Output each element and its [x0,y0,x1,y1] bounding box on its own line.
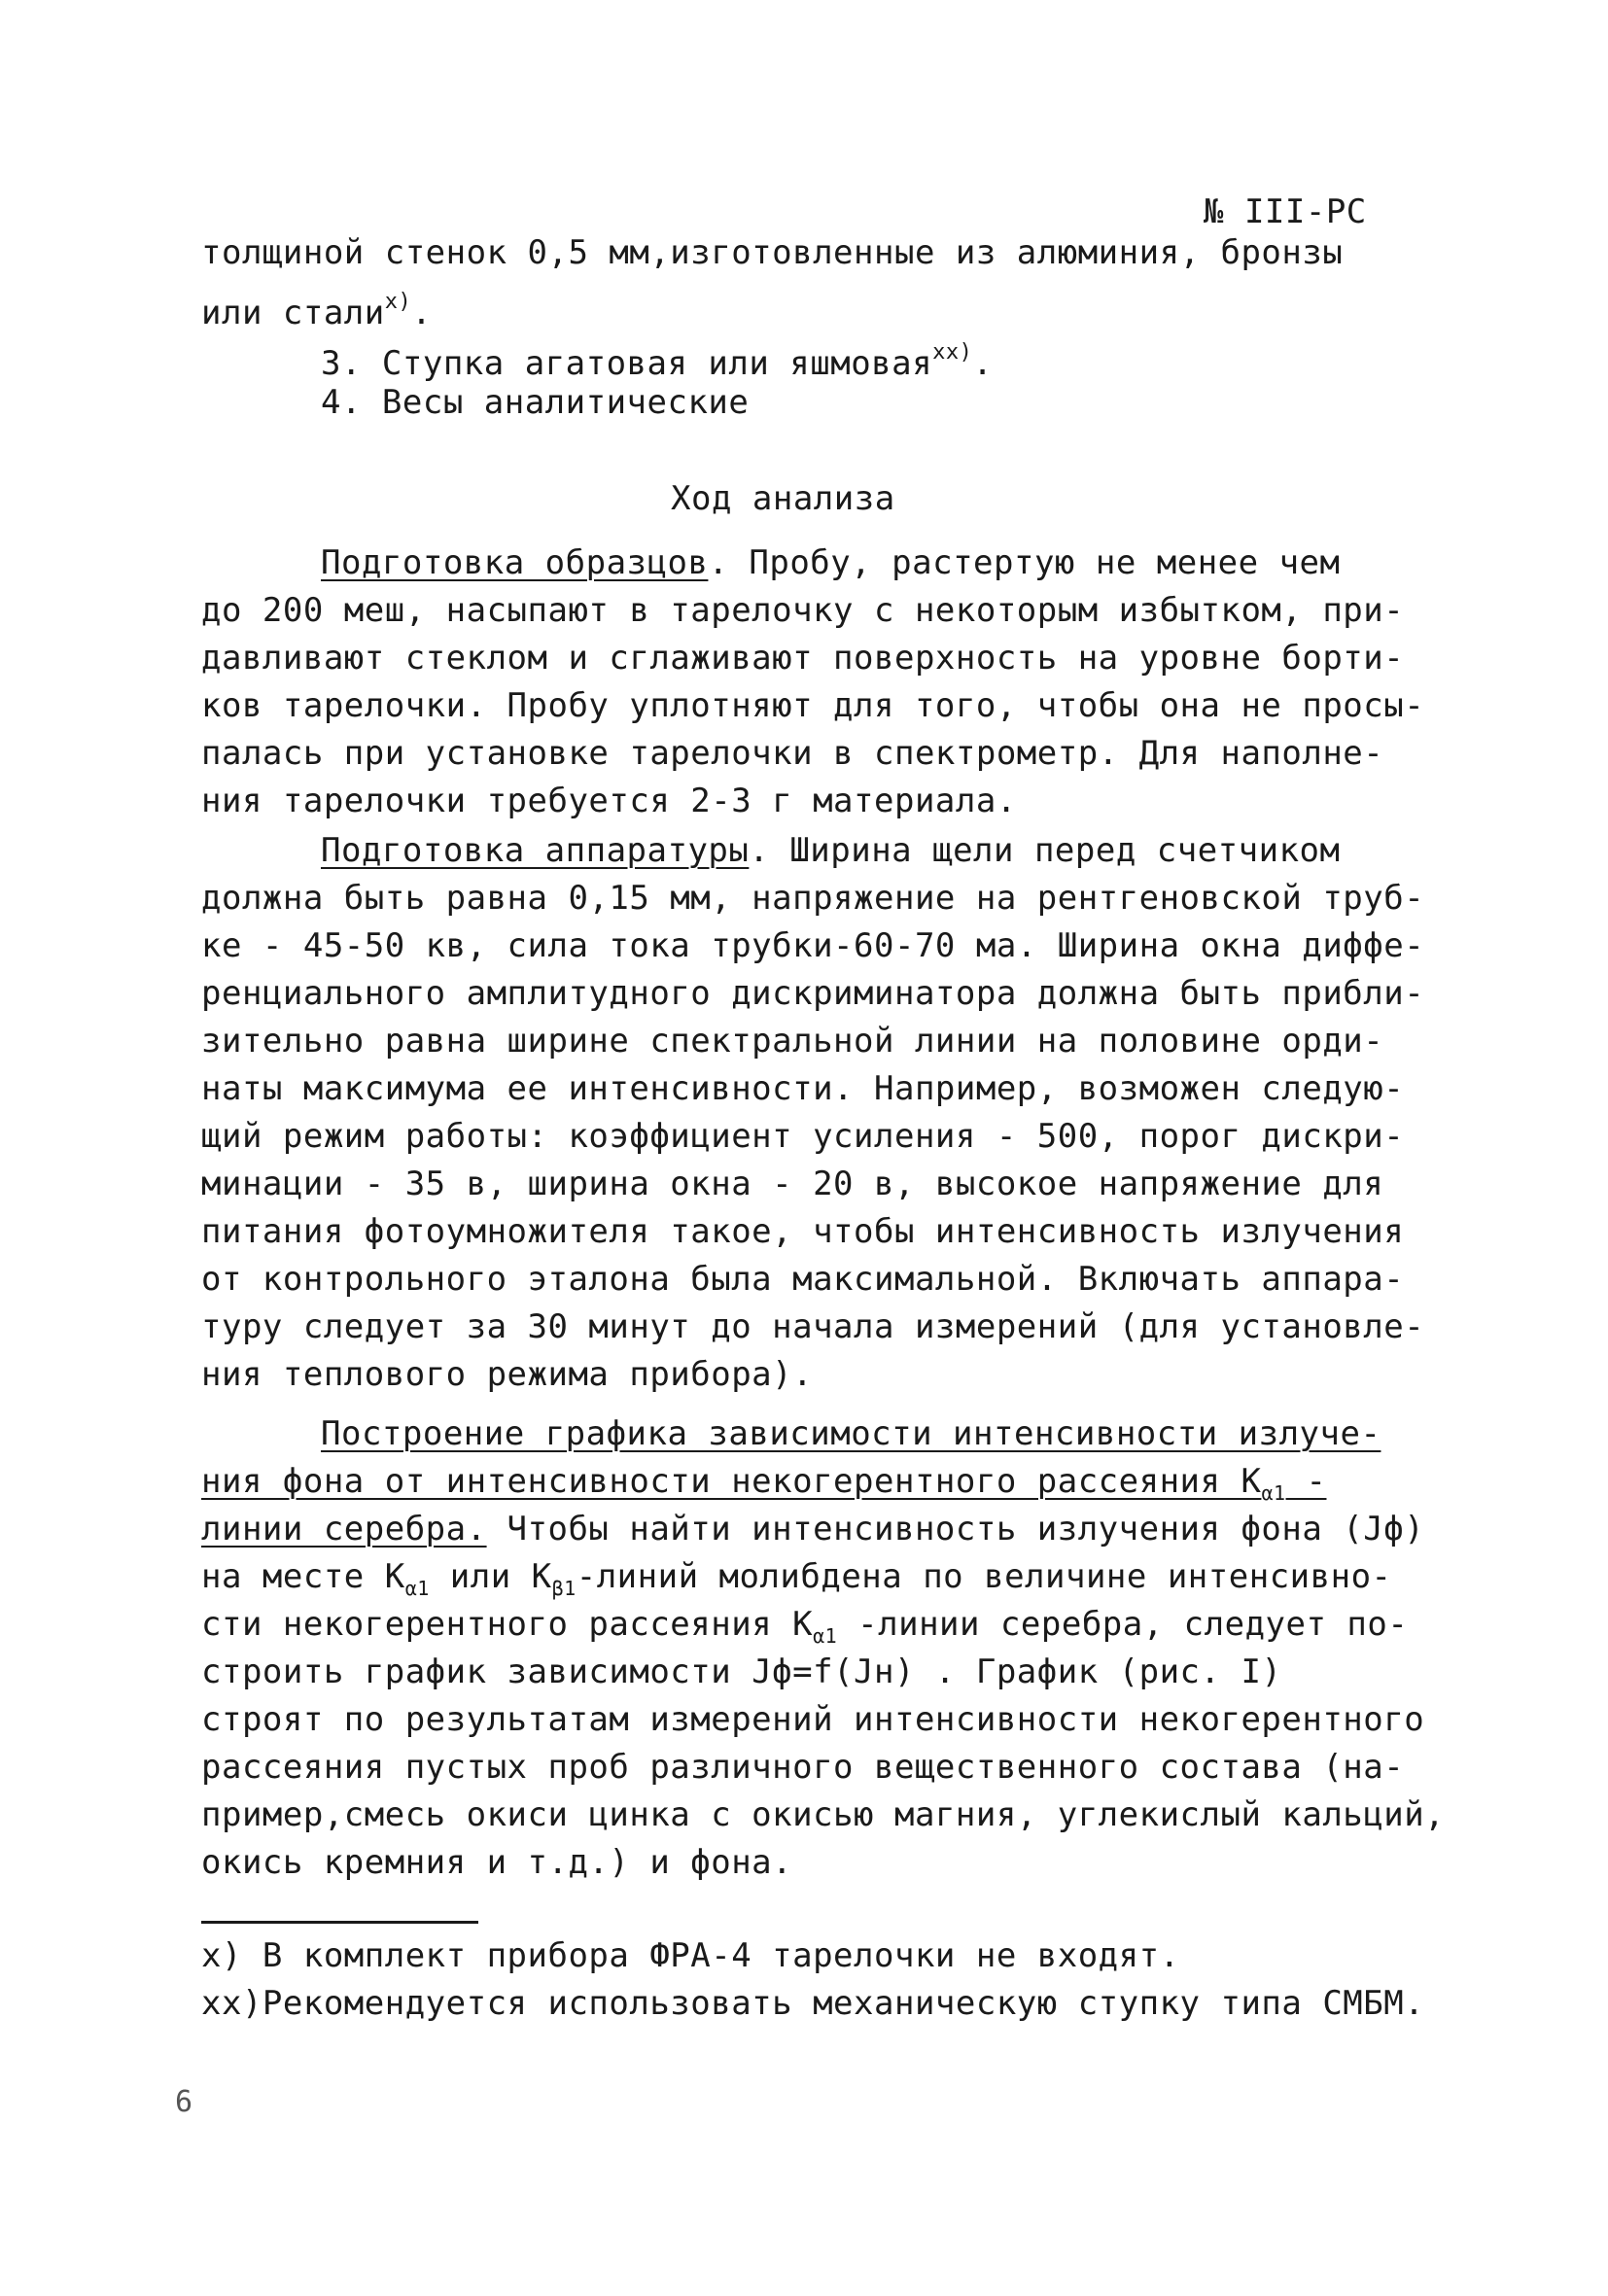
page-number: 6 [175,2085,193,2119]
para3-heading-end: линии серебра. [201,1510,487,1548]
para2-line-1: Подготовка аппаратуры. Ширина щели перед счетчиком [321,831,1341,870]
footnote-mark-xx: xx) [932,340,973,365]
para3-line-4: на месте $K_{\alpha 1}$ или $K_{\beta 1}$-линий молибдена по величине интенсивно- [201,1557,1392,1600]
para3-line-6: строить график зависимости Jф=f(Jн) . График (рис. I) [201,1652,1282,1691]
para2-line-10: от контрольного эталона была максимальной. Включать аппара- [201,1260,1405,1299]
footnote-mark-x: x) [384,290,412,314]
formula: Jф=f(Jн) [752,1652,915,1691]
document-number: № III-РС [1204,192,1367,231]
para2-line-11: туру следует за 30 минут до начала измерений (для установле- [201,1307,1425,1346]
para2-line-5: зительно равна ширине спектральной линии на половине орди- [201,1022,1384,1061]
intro-line-2: или стали$^{x)}$. [201,290,433,332]
para1-line-5: палась при установке тарелочки в спектрометр. Для наполне- [201,734,1384,773]
para3-line-10: окись кремния и т.д.) и фона. [201,1843,793,1882]
para2-heading: Подготовка аппаратуры [321,831,750,870]
para3-line-7: строят по результатам измерений интенсивности некогерентного [201,1700,1425,1739]
symbol-j-background: Jф [1363,1510,1405,1548]
list-item-4: 4. Весы аналитические [321,383,750,422]
para3-line-3: линии серебра. Чтобы найти интенсивность излучения фона (Jф) [201,1510,1425,1548]
footnote-2: xx)Рекомендуется использовать механическую ступку типа СМБМ. [201,1984,1425,2023]
list-item-3: 3. Ступка агатовая или яшмовая$^{xx)}$. [321,340,994,383]
footnote-1: x) В комплект прибора ФРА-4 тарелочки не входят. [201,1936,1180,1975]
para3-line-5: сти некогерентного рассеяния $K_{\alpha 1}$ -линии серебра, следует по- [201,1605,1409,1648]
para1-line-4: ков тарелочки. Пробу уплотняют для того, чтобы она не просы- [201,686,1425,725]
para2-line-8: минации - 35 в, ширина окна - 20 в, высокое напряжение для [201,1165,1384,1203]
para1-line-3: давливают стеклом и сглаживают поверхность на уровне борти- [201,639,1405,678]
para1-line-6: ния тарелочки требуется 2-3 г материала. [201,782,1017,820]
para2-line-2: должна быть равна 0,15 мм, напряжение на рентгеновской труб- [201,879,1425,918]
para3-line-9: пример,смесь окиси цинка с окисью магния, углекислый кальций, [201,1795,1446,1834]
footnote-divider [201,1921,478,1924]
para3-heading-line-1: Построение графика зависимости интенсивности излуче- [321,1414,1381,1453]
para2-line-6: наты максимума ее интенсивности. Например, возможен следую- [201,1069,1405,1108]
para2-line-12: ния теплового режима прибора). [201,1355,814,1394]
para1-line-1: Подготовка образцов. Пробу, растертую не менее чем [321,543,1341,582]
para1-line-2: до 200 меш, насыпают в тарелочку с некоторым избытком, при- [201,591,1405,630]
para2-line-7: щий режим работы: коэффициент усиления - 500, порог дискри- [201,1117,1405,1156]
para3-line-8: рассеяния пустых проб различного вещественного состава (на- [201,1748,1405,1787]
para2-line-3: ке - 45-50 кв, сила тока трубки-60-70 ма. Ширина окна диффе- [201,926,1425,965]
para2-line-4: ренциального амплитудного дискриминатора должна быть прибли- [201,974,1425,1013]
para2-line-9: питания фотоумножителя такое, чтобы интенсивность излучения [201,1212,1405,1251]
para1-heading: Подготовка образцов [321,543,709,582]
para3-heading-line-2: ния фона от интенсивности некогерентного рассеяния $K_{\alpha 1}$ - [201,1462,1327,1505]
section-title: Ход анализа [671,479,895,518]
intro-line-1: толщиной стенок 0,5 мм,изготовленные из алюминия, бронзы [201,233,1344,272]
